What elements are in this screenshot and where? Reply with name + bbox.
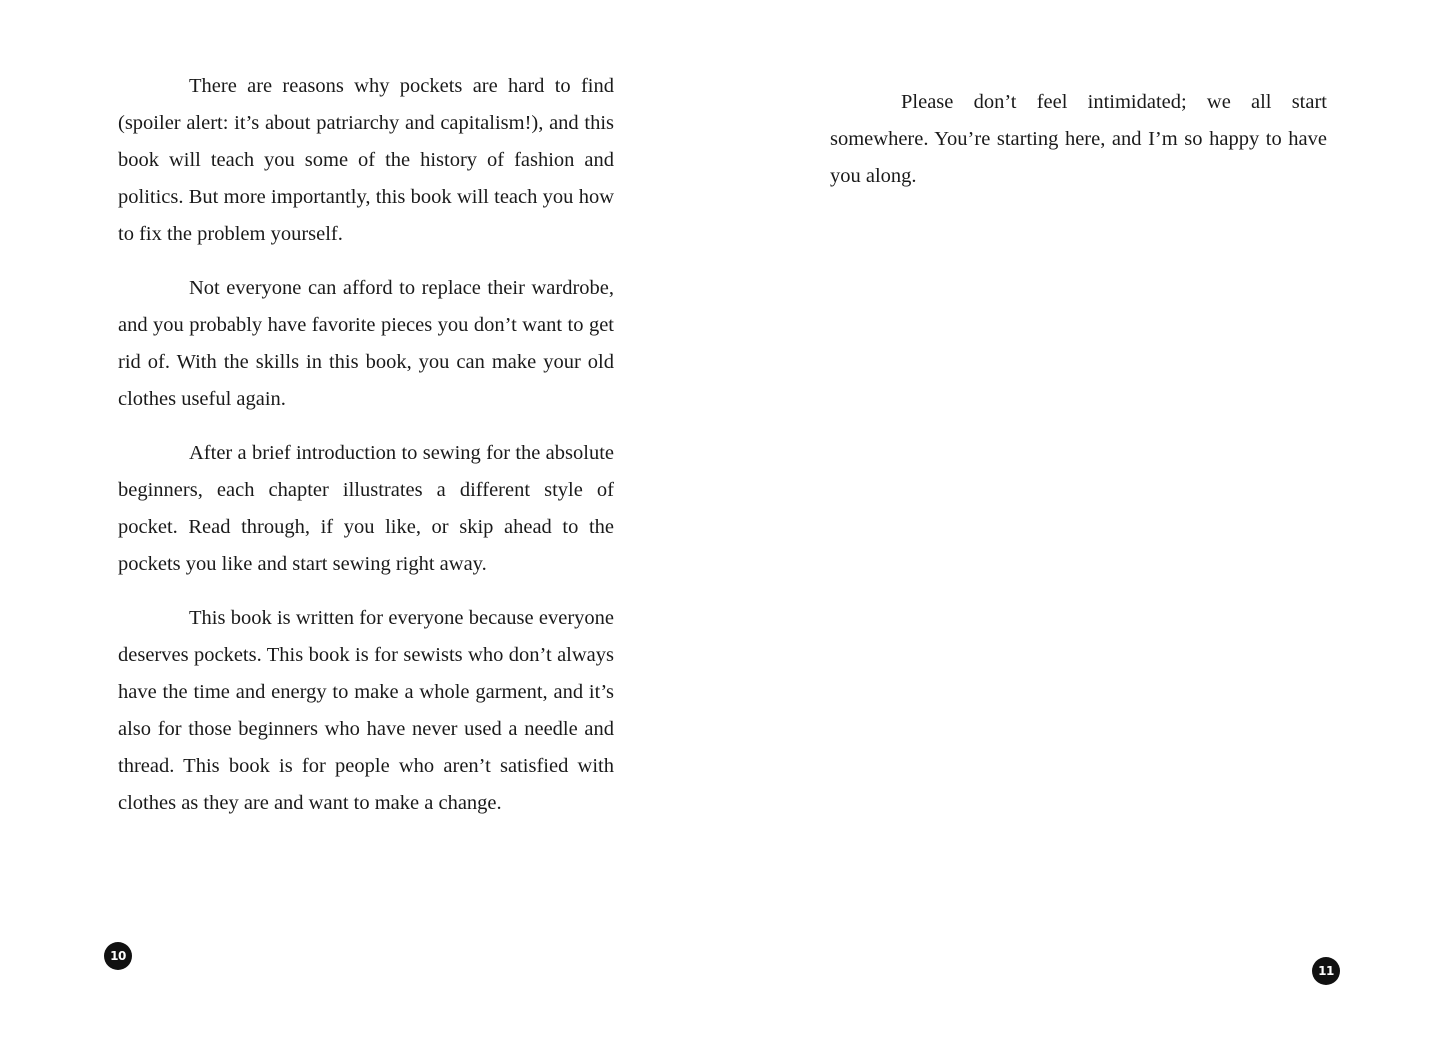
- page-number-badge: 10: [104, 942, 132, 970]
- paragraph: There are reasons why pockets are hard to find (spoiler alert: it’s about patriarchy and capitalism!), and this book will teach you some of the history of fashion and politics. But more importantly, this book will teach you how to fix the problem yourself.: [118, 75, 614, 245]
- right-page: [722, 0, 1445, 1054]
- paragraph: Not everyone can afford to replace their wardrobe, and you probably have favorite pieces you don’t want to get rid of. With the skills in this book, you can make your old clothes useful again.: [118, 277, 614, 410]
- paragraph: This book is written for everyone because everyone deserves pockets. This book is for sewists who don’t always have the time and energy to make a whole garment, and it’s also for those beginners who have never used a needle and thread. This book is for people who aren’t satisfied with clothes as they are and want to make a change.: [118, 607, 614, 814]
- paragraph: Please don’t feel intimidated; we all start somewhere. You’re starting here, and I’m so happy to have you along.: [830, 91, 1327, 187]
- left-page-body: [118, 68, 614, 839]
- page-number-badge: 11: [1312, 957, 1340, 985]
- left-page: [0, 0, 722, 1054]
- right-page-body: [830, 84, 1327, 212]
- paragraph: After a brief introduction to sewing for the absolute beginners, each chapter illustrates a different style of pocket. Read through, if you like, or skip ahead to the pockets you like and start sewing right away.: [118, 442, 614, 575]
